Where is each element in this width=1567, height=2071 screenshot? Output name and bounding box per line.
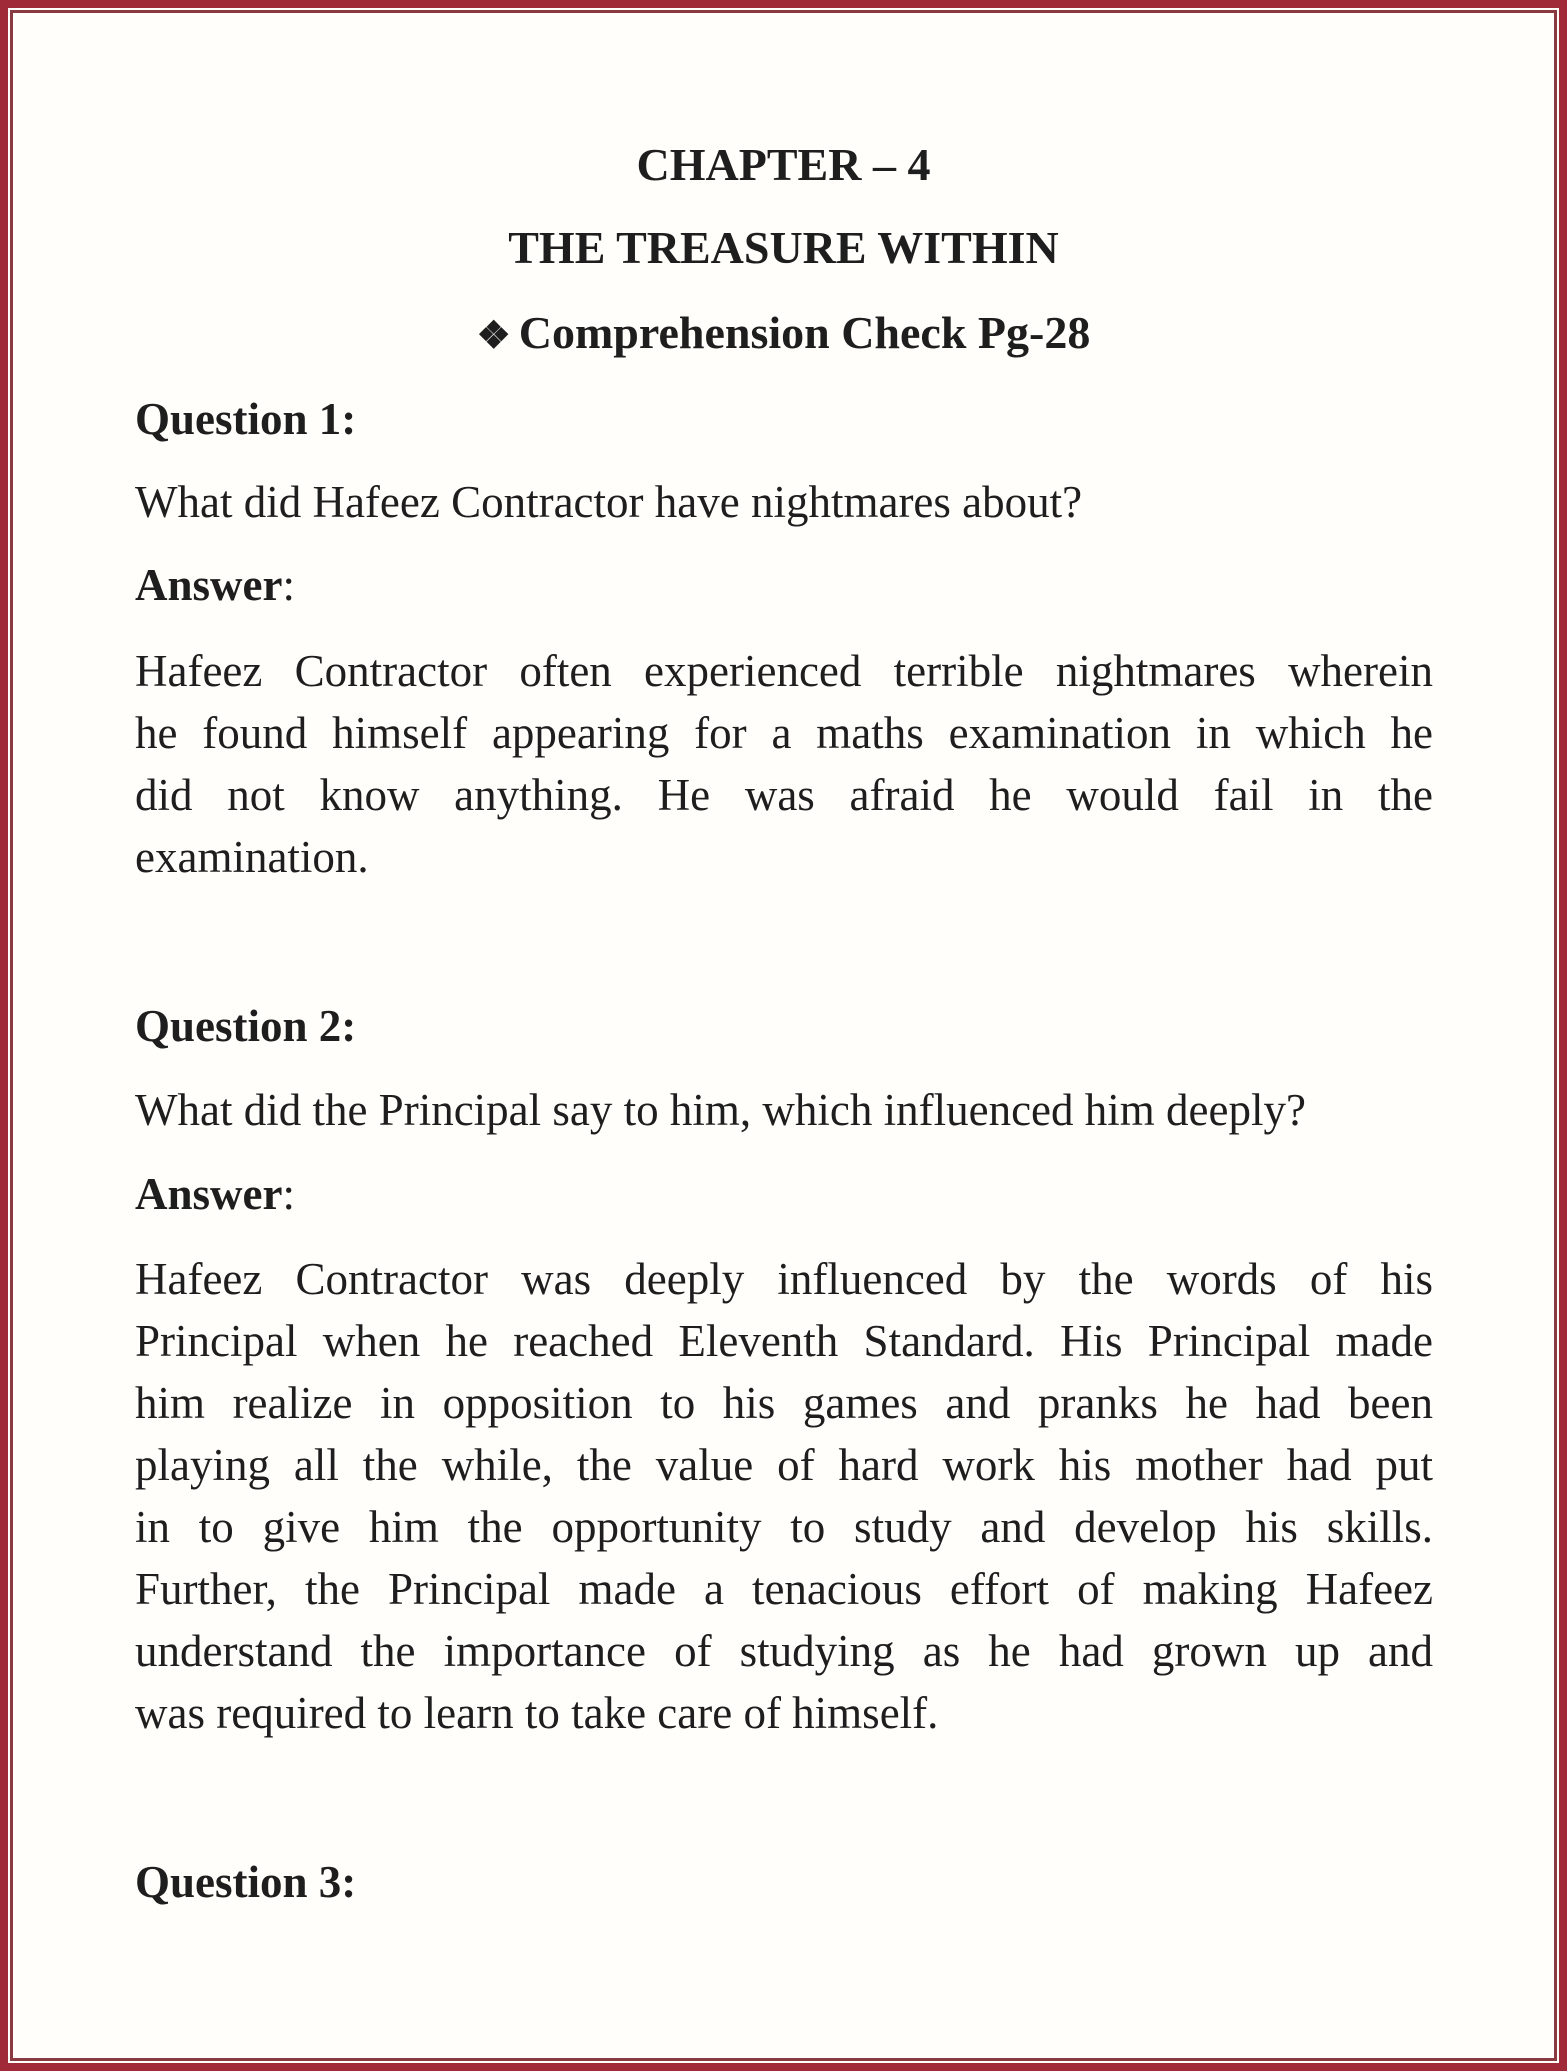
question-1-heading: Question 1:: [135, 394, 357, 444]
section-heading: [0, 302, 1567, 367]
answer-2-label: Answer:: [135, 1169, 295, 1219]
chapter-title: THE TREASURE WITHIN: [508, 222, 1059, 273]
question-2-text: What did the Principal say to him, which influenced him deeply?: [135, 1085, 1306, 1135]
question-3-heading: Question 3:: [135, 1857, 357, 1907]
answer-line: understand the importance of studying as he had grown up and: [135, 1626, 1433, 1676]
answer-line: Principal when he reached Eleventh Standard. His Principal made: [135, 1316, 1433, 1366]
question-2-heading: Question 2:: [135, 1001, 357, 1051]
answer-line: examination.: [135, 832, 369, 882]
section-label: Comprehension Check Pg-28: [518, 307, 1091, 358]
answer-1-text: [135, 640, 1433, 888]
question-1-text: What did Hafeez Contractor have nightmares about?: [135, 477, 1083, 527]
answer-line: Further, the Principal made a tenacious effort of making Hafeez: [135, 1564, 1433, 1614]
answer-1-label: Answer:: [135, 560, 295, 610]
answer-label: Answer: [135, 1169, 283, 1219]
answer-2-text: [135, 1248, 1433, 1744]
answer-label: Answer: [135, 560, 283, 610]
answer-line: Hafeez Contractor was deeply influenced by the words of his: [135, 1254, 1433, 1304]
answer-line: he found himself appearing for a maths examination in which he: [135, 708, 1433, 758]
diamond-bullet-icon: ❖: [476, 315, 511, 357]
answer-line: him realize in opposition to his games and pranks he had been: [135, 1378, 1433, 1428]
answer-line: playing all the while, the value of hard work his mother had put: [135, 1440, 1433, 1490]
answer-line: in to give him the opportunity to study and develop his skills.: [135, 1502, 1433, 1552]
answer-line: was required to learn to take care of himself.: [135, 1688, 939, 1738]
answer-line: did not know anything. He was afraid he would fail in the: [135, 770, 1433, 820]
answer-line: Hafeez Contractor often experienced terrible nightmares wherein: [135, 646, 1433, 696]
chapter-number: CHAPTER – 4: [636, 139, 931, 190]
